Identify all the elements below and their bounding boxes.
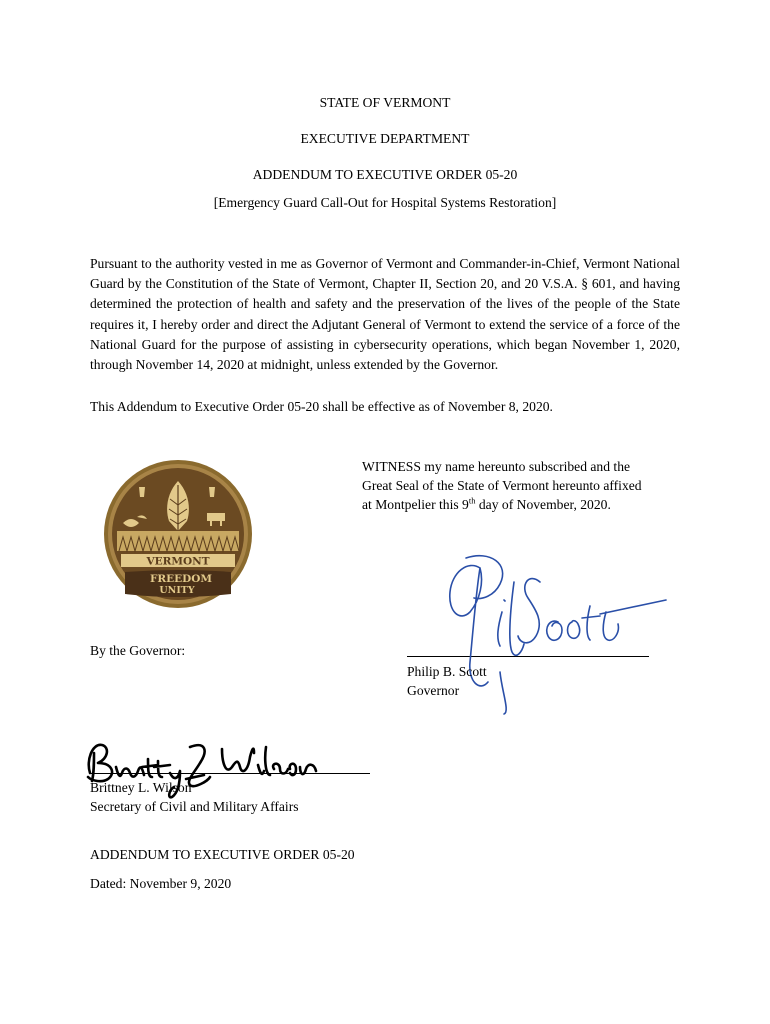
header-state: STATE OF VERMONT: [319, 95, 451, 110]
witness-date-rest: day of November, 2020.: [475, 497, 611, 512]
body-paragraph-effective: This Addendum to Executive Order 05-20 shall be effective as of November 8, 2020.: [90, 399, 553, 414]
governor-signature: [440, 552, 680, 722]
header-department: EXECUTIVE DEPARTMENT: [300, 131, 470, 146]
signature-stroke-t2: [600, 600, 666, 640]
witness-block: [362, 457, 692, 514]
signature-stroke-loop: [466, 556, 503, 599]
witness-date-prefix: at Montpelier this 9: [362, 497, 469, 512]
witness-date-suffix: th: [468, 495, 476, 506]
body-paragraph-authority: Pursuant to the authority vested in me as Governor of Vermont and Commander-in-Chief, Vermont National Guard by the Constitution of the State of Vermont, Chapter II, Section 20, and 20 V.S.A. § 601, and having determined the protection of health and safety and the preservation of the lives of the people of the State requires it, I hereby order and direct the Adjutant General of Vermont to extend the service of a force of the National Guard for the purpose of assisting in cybersecurity operations, which began November 1, 2020, through November 14, 2020 at midnight, unless extended by the Governor.: [90, 256, 680, 373]
witness-line-1: WITNESS my name hereunto subscribed and the: [362, 459, 631, 474]
footer-dated: Dated: November 9, 2020: [90, 876, 232, 891]
signature-stroke-l: [510, 582, 524, 655]
footer-addendum-title: ADDENDUM TO EXECUTIVE ORDER 05-20: [90, 847, 355, 862]
signature-stroke-ilson: [258, 747, 316, 775]
signature-stroke-o: [568, 621, 580, 639]
secretary-signature-line: [90, 773, 370, 774]
seal-word-vermont: VERMONT: [146, 555, 210, 568]
signature-stroke-t1: [582, 606, 600, 640]
header-addendum-title: ADDENDUM TO EXECUTIVE ORDER 05-20: [252, 167, 518, 182]
witness-line-3: [362, 495, 692, 514]
header-subtitle: [Emergency Guard Call-Out for Hospital Systems Restoration]: [213, 195, 557, 210]
vermont-seal-image: [103, 459, 253, 609]
witness-line-2: Great Seal of the State of Vermont hereunto affixed: [362, 478, 642, 493]
seal-word-freedom: FREEDOM: [149, 573, 213, 585]
signature-stroke-tail: [500, 672, 506, 714]
governor-name: Philip B. Scott: [407, 664, 487, 679]
signature-stroke-rittney: [116, 759, 170, 777]
by-the-governor-label: By the Governor:: [90, 643, 186, 658]
signature-stroke-b: [88, 745, 112, 781]
signature-stroke-i: [498, 600, 505, 646]
secretary-title: Secretary of Civil and Military Affairs: [90, 799, 299, 814]
signature-stroke-s: [518, 579, 540, 643]
signature-stroke-c: [547, 621, 562, 640]
seal-word-unity: UNITY: [159, 585, 195, 596]
secretary-name: Brittney L. Wilson: [90, 780, 192, 795]
governor-title: Governor: [407, 683, 460, 698]
signature-stroke-w: [222, 749, 254, 771]
